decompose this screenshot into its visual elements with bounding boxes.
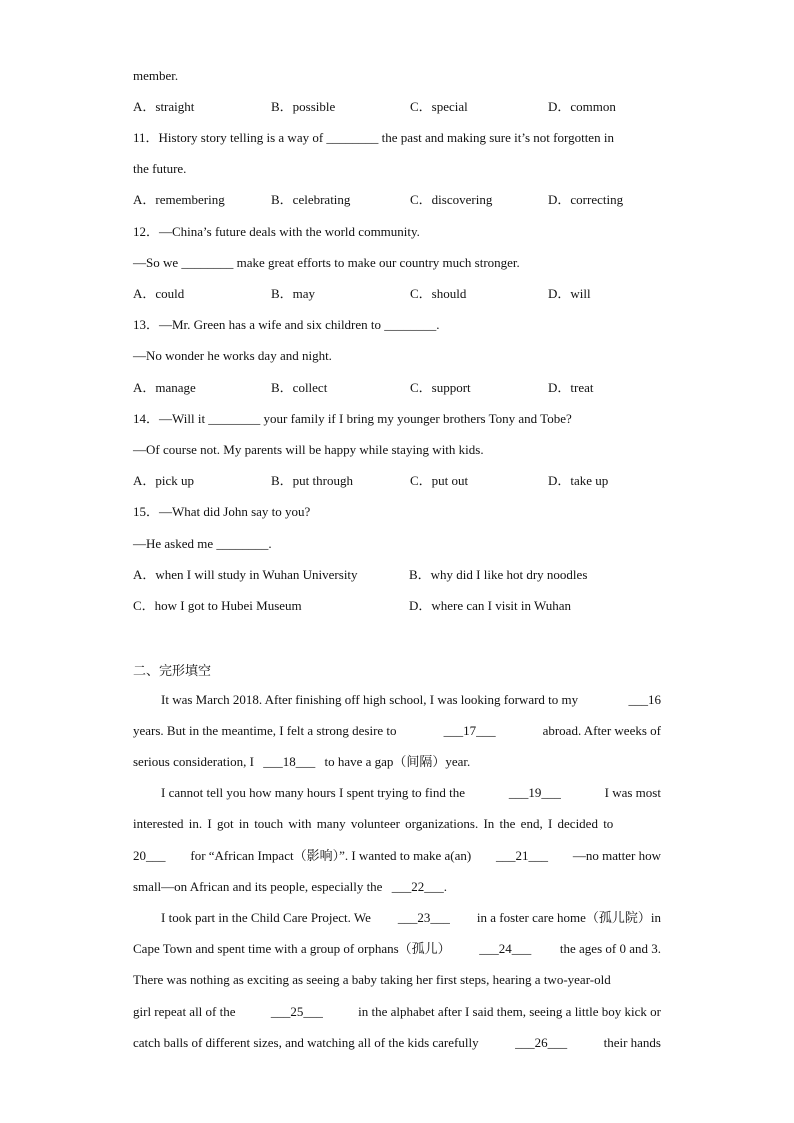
q14-stem: 14．—Will it ________ your family if I bring my younger brothers Tony and Tobe? xyxy=(133,411,572,426)
passage-text: . xyxy=(443,879,447,894)
q12-option-a: A．could xyxy=(133,286,185,301)
blank-19: ___19___ xyxy=(508,785,561,800)
passage-text: in a foster care home（孤儿院）in xyxy=(476,910,661,925)
passage-line xyxy=(133,815,663,833)
q15-stem: 15．—What did John say to you? xyxy=(133,504,311,519)
q10-option-a: A．straight xyxy=(133,99,195,114)
q11-stem-continuation: the future. xyxy=(133,161,187,176)
q12-option-b: B．may xyxy=(271,286,316,301)
passage-text: abroad. After weeks of xyxy=(542,723,661,738)
passage-text: for “African Impact（影响）”. I wanted to make a(an) xyxy=(190,848,472,863)
blank-16: ___16 xyxy=(628,692,661,707)
q12-stem: 12．—China’s future deals with the world community. xyxy=(133,224,420,239)
q10-option-c: C．special xyxy=(410,99,468,114)
q11-option-d: D．correcting xyxy=(548,192,624,207)
blank-20: 20___ xyxy=(133,848,166,863)
passage-text: years. But in the meantime, I felt a strong desire to xyxy=(133,723,397,738)
q10-stem-continuation: member. xyxy=(133,68,179,83)
q11-stem: 11．History story telling is a way of ________ the past and making sure it’s not forgotten in xyxy=(133,130,614,145)
section-heading: 二、完形填空 xyxy=(133,664,212,679)
passage-line xyxy=(133,753,663,771)
passage-line xyxy=(133,971,663,989)
passage-line xyxy=(133,1034,661,1052)
q14-option-b: B．put through xyxy=(271,473,353,488)
q11-option-c: C．discovering xyxy=(410,192,493,207)
passage-text: interested in. I got in touch with many volunteer organizations. In the end, I decided to xyxy=(133,816,614,831)
q13-option-b: B．collect xyxy=(271,380,328,395)
blank-23: ___23___ xyxy=(397,910,450,925)
passage-line xyxy=(133,1003,661,1021)
passage-text: It was March 2018. After finishing off high school, I was looking forward to my xyxy=(161,692,579,707)
q14-option-a: A．pick up xyxy=(133,473,195,488)
q14-response: —Of course not. My parents will be happy while staying with kids. xyxy=(133,442,484,457)
q15-response: —He asked me ________. xyxy=(133,536,272,551)
passage-text: small—on African and its people, especially the xyxy=(133,879,383,894)
q15-option-b: B．why did I like hot dry noodles xyxy=(409,567,588,582)
q11-option-b: B．celebrating xyxy=(271,192,351,207)
q12-option-d: D．will xyxy=(548,286,591,301)
q14-option-d: D．take up xyxy=(548,473,609,488)
q15-option-c: C．how I got to Hubei Museum xyxy=(133,598,302,613)
q13-option-c: C．support xyxy=(410,380,471,395)
passage-text: There was nothing as exciting as seeing a baby taking her first steps, hearing a two-year-old xyxy=(133,972,611,987)
passage-text: to have a gap（间隔）year. xyxy=(324,754,471,769)
q11-option-a: A．remembering xyxy=(133,192,225,207)
passage-text: girl repeat all of the xyxy=(133,1004,236,1019)
q10-option-d: D．common xyxy=(548,99,616,114)
passage-line xyxy=(161,909,661,927)
passage-text: catch balls of different sizes, and watching all of the kids carefully xyxy=(133,1035,479,1050)
passage-text: their hands xyxy=(603,1035,661,1050)
passage-line xyxy=(161,784,661,802)
passage-text: —no matter how xyxy=(572,848,661,863)
blank-25: ___25___ xyxy=(270,1004,323,1019)
passage-text: in the alphabet after I said them, seeing a little boy kick or xyxy=(358,1004,661,1019)
q15-option-a: A．when I will study in Wuhan University xyxy=(133,567,358,582)
passage-line xyxy=(133,878,663,896)
q13-option-a: A．manage xyxy=(133,380,196,395)
blank-24: ___24___ xyxy=(479,941,532,956)
q13-response: —No wonder he works day and night. xyxy=(133,348,332,363)
passage-text: I cannot tell you how many hours I spent trying to find the xyxy=(161,785,466,800)
passage-text: Cape Town and spent time with a group of orphans（孤儿） xyxy=(133,941,451,956)
passage-line xyxy=(161,691,661,709)
q12-option-c: C．should xyxy=(410,286,467,301)
q12-response: —So we ________ make great efforts to make our country much stronger. xyxy=(133,255,520,270)
blank-26: ___26___ xyxy=(515,1035,568,1050)
q13-stem: 13．—Mr. Green has a wife and six children to ________. xyxy=(133,317,440,332)
q13-option-d: D．treat xyxy=(548,380,594,395)
q14-option-c: C．put out xyxy=(410,473,469,488)
passage-text: I was most xyxy=(604,785,661,800)
blank-22: ___22___ xyxy=(391,879,444,894)
passage-text: I took part in the Child Care Project. We xyxy=(161,910,371,925)
passage-text: serious consideration, I xyxy=(133,754,254,769)
passage-line xyxy=(133,940,661,958)
q15-option-d: D．where can I visit in Wuhan xyxy=(409,598,572,613)
passage-text: the ages of 0 and 3. xyxy=(559,941,661,956)
blank-21: ___21___ xyxy=(496,848,549,863)
blank-17: ___17___ xyxy=(443,723,496,738)
q10-option-b: B．possible xyxy=(271,99,336,114)
blank-18: ___18___ xyxy=(263,754,316,769)
passage-line xyxy=(133,722,661,740)
passage-line xyxy=(133,847,661,865)
